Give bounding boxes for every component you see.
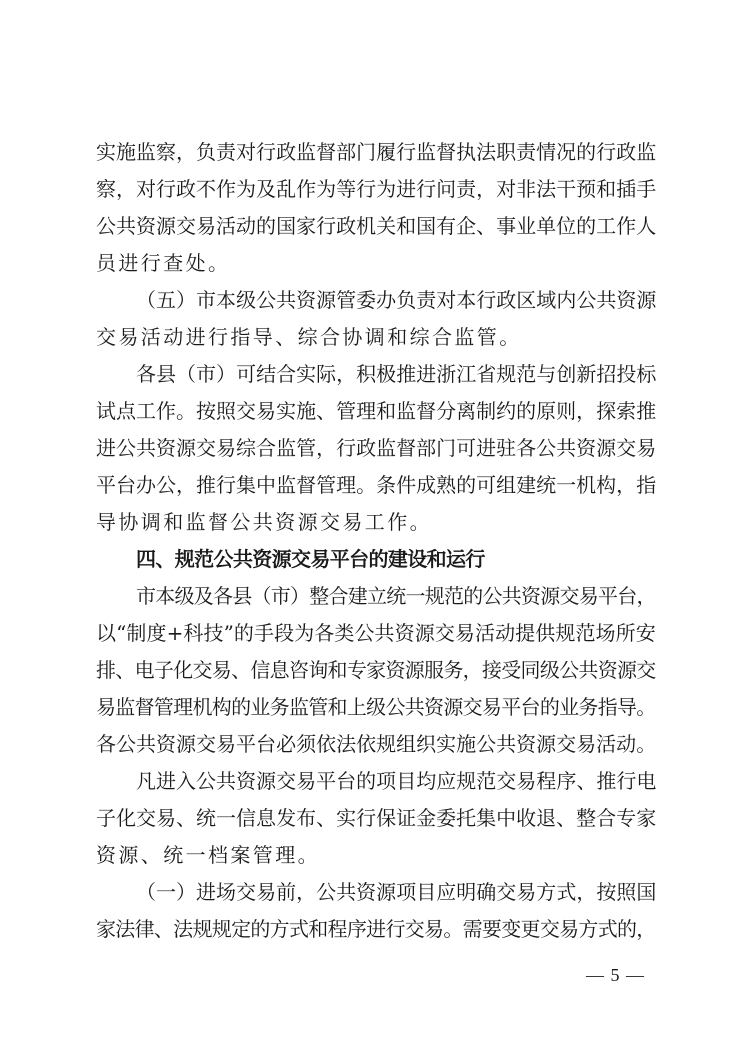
paragraph-first-line: 各县（市）可结合实际，积极推进浙江省规范与创新招投标 [136,362,657,386]
body-text-line: 公共资源交易活动的国家行政机关和国有企、事业单位的工作人 [96,214,657,238]
body-text-line: 易监督管理机构的业务监管和上级公共资源交易平台的业务指导。 [96,695,656,719]
body-text-line: 试点工作。按照交易实施、管理和监督分离制约的原则，探索推 [96,399,657,423]
paragraph-first-line: 市本级及各县（市）整合建立统一规范的公共资源交易平台， [136,584,656,608]
body-text-line: 家法律、法规规定的方式和程序进行交易。需要变更交易方式的， [96,917,656,941]
paragraph-first-line: （五）市本级公共资源管委办负责对本行政区域内公共资源 [136,288,657,312]
body-text-line: 平台办公，推行集中监督管理。条件成熟的可组建统一机构，指 [96,473,657,497]
body-text-line: 子化交易、统一信息发布、实行保证金委托集中收退、整合专家 [96,806,657,830]
page-number: — 5 — [586,965,645,985]
body-text-line: 察，对行政不作为及乱作为等行为进行问责，对非法干预和插手 [96,177,657,201]
body-text-line: 员进行查处。 [96,251,231,275]
body-text-line: 实施监察，负责对行政监督部门履行监督执法职责情况的行政监 [96,140,657,164]
body-text-line: 各公共资源交易平台必须依法依规组织实施公共资源交易活动。 [96,732,657,756]
body-text-line: 交易活动进行指导、综合协调和综合监管。 [96,325,522,349]
paragraph-first-line: （一）进场交易前，公共资源项目应明确交易方式，按照国 [136,880,657,904]
body-text-line: 排、电子化交易、信息咨询和专家资源服务，接受同级公共资源交 [96,658,656,682]
body-text-line: 以“制度+科技”的手段为各类公共资源交易活动提供规范场所安 [96,621,656,645]
body-text-line: 导协调和监督公共资源交易工作。 [96,510,432,534]
body-text-line: 资源、统一档案管理。 [96,843,320,867]
section-heading: 四、规范公共资源交易平台的建设和运行 [136,547,485,571]
paragraph-first-line: 凡进入公共资源交易平台的项目均应规范交易程序、推行电 [136,769,657,793]
body-text-line: 进公共资源交易综合监管，行政监督部门可进驻各公共资源交易 [96,436,657,460]
